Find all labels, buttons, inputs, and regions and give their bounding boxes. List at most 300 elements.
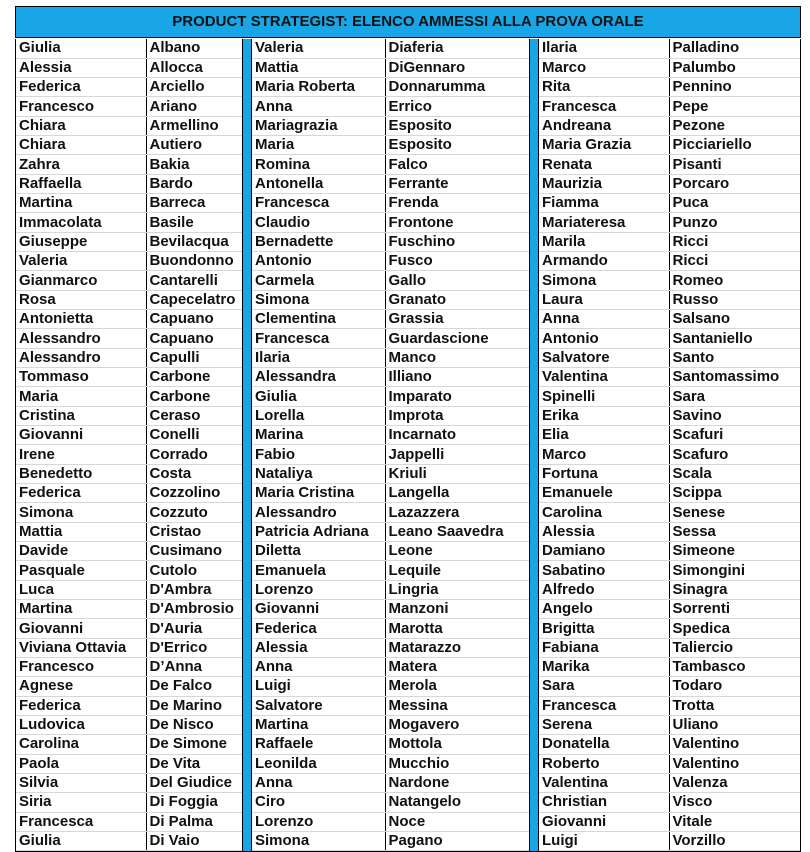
names-table-1 xyxy=(16,39,242,851)
first-name-cell: Ilaria xyxy=(539,39,669,58)
table-row xyxy=(539,484,801,503)
first-name-cell: Marco xyxy=(539,58,669,77)
last-name-cell: Errico xyxy=(385,97,529,116)
last-name-cell: Grassia xyxy=(385,310,529,329)
table-row xyxy=(16,658,242,677)
last-name-cell: Scafuri xyxy=(669,426,801,445)
last-name-cell: Incarnato xyxy=(385,426,529,445)
first-name-cell: Luigi xyxy=(252,677,385,696)
first-name-cell: Sara xyxy=(539,677,669,696)
first-name-cell: Fortuna xyxy=(539,464,669,483)
table-row xyxy=(539,522,801,541)
first-name-cell: Gianmarco xyxy=(16,271,146,290)
last-name-cell: Messina xyxy=(385,696,529,715)
first-name-cell: Raffaella xyxy=(16,174,146,193)
table-row xyxy=(539,97,801,116)
last-name-cell: De Nisco xyxy=(146,715,242,734)
table-row xyxy=(539,348,801,367)
table-row xyxy=(539,58,801,77)
last-name-cell: Vitale xyxy=(669,812,801,831)
first-name-cell: Immacolata xyxy=(16,213,146,232)
last-name-cell: Gallo xyxy=(385,271,529,290)
table-row xyxy=(539,542,801,561)
table-row xyxy=(16,78,242,97)
table-row xyxy=(16,542,242,561)
last-name-cell: Pepe xyxy=(669,97,801,116)
first-name-cell: Anna xyxy=(252,658,385,677)
last-name-cell: De Marino xyxy=(146,696,242,715)
names-table-3 xyxy=(539,39,801,851)
last-name-cell: Di Foggia xyxy=(146,793,242,812)
first-name-cell: Martina xyxy=(252,715,385,734)
last-name-cell: Matarazzo xyxy=(385,638,529,657)
right-border xyxy=(800,39,801,851)
last-name-cell: Imparato xyxy=(385,387,529,406)
last-name-cell: D'Auria xyxy=(146,619,242,638)
name-column-group-3 xyxy=(539,39,801,851)
first-name-cell: Paola xyxy=(16,754,146,773)
first-name-cell: Ludovica xyxy=(16,715,146,734)
first-name-cell: Valentina xyxy=(539,368,669,387)
first-name-cell: Marco xyxy=(539,445,669,464)
table-row xyxy=(539,406,801,425)
last-name-cell: Scippa xyxy=(669,484,801,503)
table-row xyxy=(16,426,242,445)
last-name-cell: Vorzillo xyxy=(669,831,801,850)
table-row xyxy=(539,696,801,715)
last-name-cell: Lingria xyxy=(385,580,529,599)
table-row xyxy=(252,271,529,290)
table-row xyxy=(16,754,242,773)
last-name-cell: Improta xyxy=(385,406,529,425)
first-name-cell: Giovanni xyxy=(252,600,385,619)
last-name-cell: Scala xyxy=(669,464,801,483)
table-row xyxy=(252,542,529,561)
last-name-cell: Trotta xyxy=(669,696,801,715)
first-name-cell: Alessandro xyxy=(16,329,146,348)
last-name-cell: Pagano xyxy=(385,831,529,850)
last-name-cell: Carbone xyxy=(146,387,242,406)
first-name-cell: Cristina xyxy=(16,406,146,425)
first-name-cell: Maria Cristina xyxy=(252,484,385,503)
first-name-cell: Simona xyxy=(16,503,146,522)
last-name-cell: Corrado xyxy=(146,445,242,464)
first-name-cell: Benedetto xyxy=(16,464,146,483)
first-name-cell: Antonio xyxy=(252,252,385,271)
table-row xyxy=(252,793,529,812)
last-name-cell: Valentino xyxy=(669,754,801,773)
last-name-cell: Barreca xyxy=(146,194,242,213)
table-row xyxy=(16,97,242,116)
table-row xyxy=(252,252,529,271)
last-name-cell: Fusco xyxy=(385,252,529,271)
table-row xyxy=(16,445,242,464)
last-name-cell: Capuano xyxy=(146,310,242,329)
first-name-cell: Patricia Adriana xyxy=(252,522,385,541)
last-name-cell: Santo xyxy=(669,348,801,367)
table-row xyxy=(16,812,242,831)
first-name-cell: Brigitta xyxy=(539,619,669,638)
first-name-cell: Valeria xyxy=(16,252,146,271)
table-row xyxy=(539,116,801,135)
table-row xyxy=(16,310,242,329)
last-name-cell: Di Vaio xyxy=(146,831,242,850)
table-row xyxy=(252,426,529,445)
first-name-cell: Carmela xyxy=(252,271,385,290)
first-name-cell: Fiamma xyxy=(539,194,669,213)
table-row xyxy=(539,600,801,619)
last-name-cell: Capulli xyxy=(146,348,242,367)
table-row xyxy=(16,368,242,387)
last-name-cell: Picciariello xyxy=(669,136,801,155)
last-name-cell: Natangelo xyxy=(385,793,529,812)
table-row xyxy=(16,58,242,77)
first-name-cell: Emanuela xyxy=(252,561,385,580)
table-row xyxy=(539,155,801,174)
table-row xyxy=(16,290,242,309)
table-row xyxy=(539,329,801,348)
first-name-cell: Nataliya xyxy=(252,464,385,483)
table-row xyxy=(16,619,242,638)
first-name-cell: Antonietta xyxy=(16,310,146,329)
table-row xyxy=(252,368,529,387)
first-name-cell: Marila xyxy=(539,232,669,251)
table-row xyxy=(16,271,242,290)
names-table-2 xyxy=(252,39,529,851)
table-row xyxy=(252,619,529,638)
last-name-cell: Sinagra xyxy=(669,580,801,599)
last-name-cell: Cutolo xyxy=(146,561,242,580)
last-name-cell: Simeone xyxy=(669,542,801,561)
names-grid xyxy=(15,39,801,852)
last-name-cell: Simongini xyxy=(669,561,801,580)
table-row xyxy=(539,232,801,251)
last-name-cell: Mottola xyxy=(385,735,529,754)
table-row xyxy=(16,831,242,850)
table-row xyxy=(539,136,801,155)
first-name-cell: Chiara xyxy=(16,136,146,155)
table-row xyxy=(252,464,529,483)
last-name-cell: Kriuli xyxy=(385,464,529,483)
table-row xyxy=(539,194,801,213)
table-row xyxy=(16,600,242,619)
last-name-cell: Cozzolino xyxy=(146,484,242,503)
first-name-cell: Raffaele xyxy=(252,735,385,754)
last-name-cell: D’Anna xyxy=(146,658,242,677)
last-name-cell: Pennino xyxy=(669,78,801,97)
first-name-cell: Mattia xyxy=(252,58,385,77)
last-name-cell: Diaferia xyxy=(385,39,529,58)
table-row xyxy=(539,290,801,309)
first-name-cell: Lorenzo xyxy=(252,580,385,599)
first-name-cell: Ciro xyxy=(252,793,385,812)
last-name-cell: Santomassimo xyxy=(669,368,801,387)
last-name-cell: Valentino xyxy=(669,735,801,754)
table-row xyxy=(539,310,801,329)
last-name-cell: Spedica xyxy=(669,619,801,638)
first-name-cell: Laura xyxy=(539,290,669,309)
first-name-cell: Siria xyxy=(16,793,146,812)
first-name-cell: Giulia xyxy=(252,387,385,406)
first-name-cell: Marina xyxy=(252,426,385,445)
table-row xyxy=(252,116,529,135)
last-name-cell: Di Palma xyxy=(146,812,242,831)
first-name-cell: Simona xyxy=(252,831,385,850)
first-name-cell: Claudio xyxy=(252,213,385,232)
first-name-cell: Luigi xyxy=(539,831,669,850)
first-name-cell: Valentina xyxy=(539,773,669,792)
table-row xyxy=(252,310,529,329)
last-name-cell: Buondonno xyxy=(146,252,242,271)
last-name-cell: Donnarumma xyxy=(385,78,529,97)
first-name-cell: Rita xyxy=(539,78,669,97)
table-row xyxy=(16,503,242,522)
last-name-cell: Jappelli xyxy=(385,445,529,464)
table-row xyxy=(539,754,801,773)
name-column-group-2 xyxy=(252,39,529,851)
table-row xyxy=(539,213,801,232)
last-name-cell: Scafuro xyxy=(669,445,801,464)
last-name-cell: Santaniello xyxy=(669,329,801,348)
last-name-cell: Leone xyxy=(385,542,529,561)
table-row xyxy=(539,658,801,677)
last-name-cell: Basile xyxy=(146,213,242,232)
table-row xyxy=(252,174,529,193)
first-name-cell: Francesca xyxy=(539,696,669,715)
last-name-cell: Romeo xyxy=(669,271,801,290)
table-row xyxy=(252,831,529,850)
last-name-cell: Visco xyxy=(669,793,801,812)
last-name-cell: Fuschino xyxy=(385,232,529,251)
last-name-cell: Matera xyxy=(385,658,529,677)
last-name-cell: Cristao xyxy=(146,522,242,541)
last-name-cell: Leano Saavedra xyxy=(385,522,529,541)
table-row xyxy=(16,136,242,155)
table-row xyxy=(252,387,529,406)
last-name-cell: D'Errico xyxy=(146,638,242,657)
table-row xyxy=(16,464,242,483)
column-separator xyxy=(242,39,252,851)
table-row xyxy=(252,136,529,155)
first-name-cell: Martina xyxy=(16,600,146,619)
first-name-cell: Antonella xyxy=(252,174,385,193)
last-name-cell: Ceraso xyxy=(146,406,242,425)
table-row xyxy=(539,387,801,406)
last-name-cell: Guardascione xyxy=(385,329,529,348)
table-row xyxy=(252,445,529,464)
first-name-cell: Davide xyxy=(16,542,146,561)
first-name-cell: Renata xyxy=(539,155,669,174)
last-name-cell: Cusimano xyxy=(146,542,242,561)
table-row xyxy=(16,677,242,696)
table-row xyxy=(539,445,801,464)
first-name-cell: Antonio xyxy=(539,329,669,348)
table-row xyxy=(252,329,529,348)
last-name-cell: Illiano xyxy=(385,368,529,387)
table-row xyxy=(252,232,529,251)
last-name-cell: Falco xyxy=(385,155,529,174)
table-row xyxy=(16,522,242,541)
last-name-cell: Puca xyxy=(669,194,801,213)
table-row xyxy=(539,426,801,445)
last-name-cell: Palumbo xyxy=(669,58,801,77)
first-name-cell: Tommaso xyxy=(16,368,146,387)
first-name-cell: Carolina xyxy=(16,735,146,754)
first-name-cell: Alessia xyxy=(539,522,669,541)
last-name-cell: Esposito xyxy=(385,136,529,155)
first-name-cell: Anna xyxy=(252,773,385,792)
first-name-cell: Carolina xyxy=(539,503,669,522)
first-name-cell: Agnese xyxy=(16,677,146,696)
last-name-cell: Armellino xyxy=(146,116,242,135)
first-name-cell: Marika xyxy=(539,658,669,677)
last-name-cell: Cozzuto xyxy=(146,503,242,522)
first-name-cell: Anna xyxy=(539,310,669,329)
last-name-cell: Todaro xyxy=(669,677,801,696)
table-row xyxy=(16,252,242,271)
last-name-cell: Arciello xyxy=(146,78,242,97)
table-row xyxy=(252,155,529,174)
table-row xyxy=(16,561,242,580)
last-name-cell: DiGennaro xyxy=(385,58,529,77)
first-name-cell: Christian xyxy=(539,793,669,812)
first-name-cell: Maria Grazia xyxy=(539,136,669,155)
first-name-cell: Elia xyxy=(539,426,669,445)
table-row xyxy=(539,831,801,850)
first-name-cell: Zahra xyxy=(16,155,146,174)
table-row xyxy=(252,78,529,97)
table-row xyxy=(16,155,242,174)
table-row xyxy=(539,773,801,792)
table-row xyxy=(539,793,801,812)
first-name-cell: Irene xyxy=(16,445,146,464)
table-row xyxy=(252,406,529,425)
table-row xyxy=(539,39,801,58)
table-row xyxy=(539,271,801,290)
table-row xyxy=(252,348,529,367)
table-row xyxy=(16,174,242,193)
last-name-cell: Valenza xyxy=(669,773,801,792)
last-name-cell: Russo xyxy=(669,290,801,309)
first-name-cell: Alfredo xyxy=(539,580,669,599)
last-name-cell: Mucchio xyxy=(385,754,529,773)
last-name-cell: D'Ambra xyxy=(146,580,242,599)
last-name-cell: Pisanti xyxy=(669,155,801,174)
table-row xyxy=(252,696,529,715)
table-row xyxy=(252,773,529,792)
last-name-cell: Lequile xyxy=(385,561,529,580)
table-row xyxy=(252,522,529,541)
last-name-cell: Ricci xyxy=(669,252,801,271)
table-row xyxy=(252,290,529,309)
first-name-cell: Spinelli xyxy=(539,387,669,406)
last-name-cell: Taliercio xyxy=(669,638,801,657)
table-row xyxy=(252,638,529,657)
last-name-cell: Carbone xyxy=(146,368,242,387)
table-row xyxy=(16,484,242,503)
first-name-cell: Ilaria xyxy=(252,348,385,367)
first-name-cell: Maria xyxy=(16,387,146,406)
table-row xyxy=(16,638,242,657)
table-row xyxy=(252,561,529,580)
table-row xyxy=(16,793,242,812)
first-name-cell: Alessandra xyxy=(252,368,385,387)
first-name-cell: Lorella xyxy=(252,406,385,425)
last-name-cell: Noce xyxy=(385,812,529,831)
first-name-cell: Francesca xyxy=(16,812,146,831)
first-name-cell: Rosa xyxy=(16,290,146,309)
last-name-cell: Cantarelli xyxy=(146,271,242,290)
last-name-cell: Punzo xyxy=(669,213,801,232)
first-name-cell: Maria Roberta xyxy=(252,78,385,97)
first-name-cell: Federica xyxy=(16,78,146,97)
table-row xyxy=(539,580,801,599)
table-row xyxy=(16,715,242,734)
first-name-cell: Bernadette xyxy=(252,232,385,251)
table-row xyxy=(16,387,242,406)
last-name-cell: Sessa xyxy=(669,522,801,541)
table-row xyxy=(539,174,801,193)
last-name-cell: Marotta xyxy=(385,619,529,638)
last-name-cell: Frenda xyxy=(385,194,529,213)
first-name-cell: Salvatore xyxy=(252,696,385,715)
last-name-cell: Uliano xyxy=(669,715,801,734)
first-name-cell: Mattia xyxy=(16,522,146,541)
first-name-cell: Armando xyxy=(539,252,669,271)
first-name-cell: Fabiana xyxy=(539,638,669,657)
last-name-cell: D'Ambrosio xyxy=(146,600,242,619)
table-row xyxy=(16,773,242,792)
table-row xyxy=(16,39,242,58)
table-row xyxy=(252,97,529,116)
last-name-cell: Ricci xyxy=(669,232,801,251)
last-name-cell: Manzoni xyxy=(385,600,529,619)
table-row xyxy=(539,503,801,522)
first-name-cell: Giulia xyxy=(16,39,146,58)
first-name-cell: Fabio xyxy=(252,445,385,464)
last-name-cell: Albano xyxy=(146,39,242,58)
first-name-cell: Alessandro xyxy=(16,348,146,367)
table-row xyxy=(252,58,529,77)
table-row xyxy=(16,348,242,367)
first-name-cell: Alessia xyxy=(252,638,385,657)
last-name-cell: Ariano xyxy=(146,97,242,116)
table-row xyxy=(252,484,529,503)
first-name-cell: Mariateresa xyxy=(539,213,669,232)
first-name-cell: Simona xyxy=(252,290,385,309)
last-name-cell: Pezone xyxy=(669,116,801,135)
page-title: PRODUCT STRATEGIST: ELENCO AMMESSI ALLA PROVA ORALE xyxy=(15,6,801,38)
first-name-cell: Maria xyxy=(252,136,385,155)
last-name-cell: Mogavero xyxy=(385,715,529,734)
table-row xyxy=(252,677,529,696)
first-name-cell: Maurizia xyxy=(539,174,669,193)
table-row xyxy=(539,252,801,271)
last-name-cell: Langella xyxy=(385,484,529,503)
table-row xyxy=(16,696,242,715)
first-name-cell: Alessia xyxy=(16,58,146,77)
table-row xyxy=(252,600,529,619)
first-name-cell: Simona xyxy=(539,271,669,290)
last-name-cell: Frontone xyxy=(385,213,529,232)
table-row xyxy=(539,561,801,580)
last-name-cell: Lazazzera xyxy=(385,503,529,522)
first-name-cell: Chiara xyxy=(16,116,146,135)
first-name-cell: Silvia xyxy=(16,773,146,792)
first-name-cell: Mariagrazia xyxy=(252,116,385,135)
table-row xyxy=(539,368,801,387)
table-row xyxy=(252,194,529,213)
